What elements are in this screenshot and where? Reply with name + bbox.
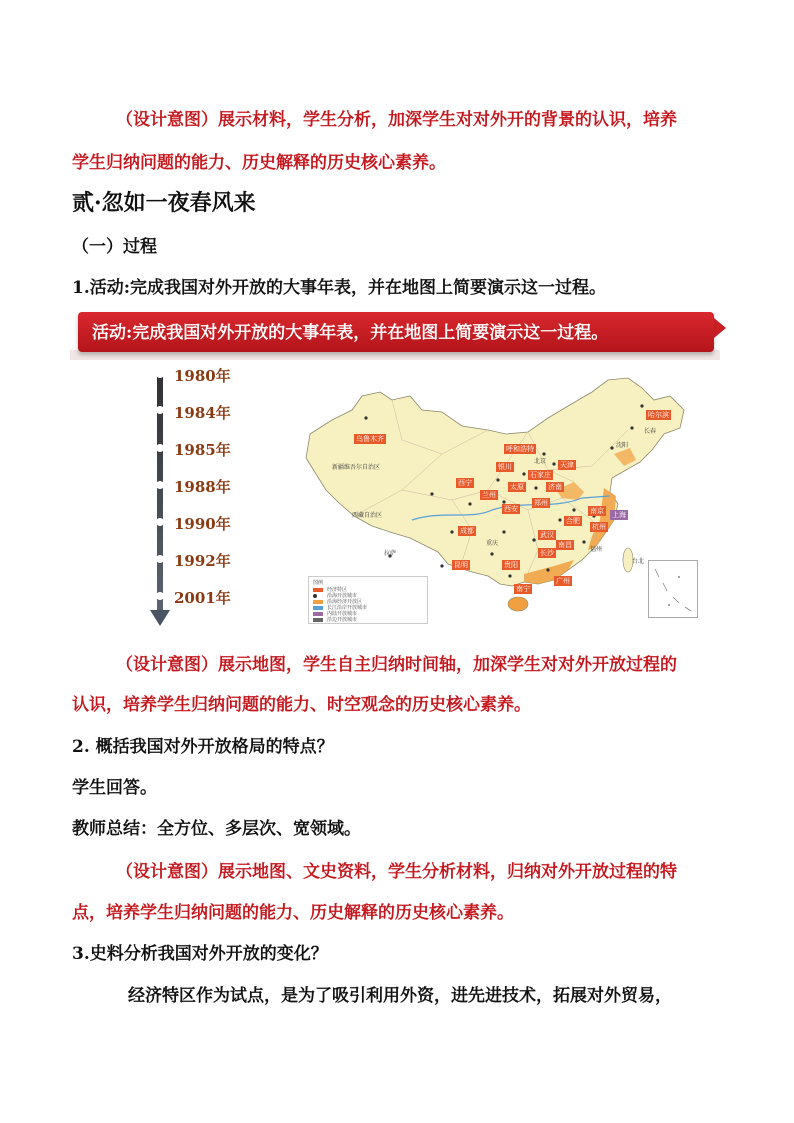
city-tag: 广州 <box>556 577 570 585</box>
legend-item: 内陆开放城市 <box>327 611 358 617</box>
timeline-dot <box>156 370 164 378</box>
province-label: 北京 <box>534 458 547 465</box>
section-title: 贰·忽如一夜春风来 <box>72 190 256 216</box>
province-label: 新疆维吾尔自治区 <box>332 464 381 471</box>
city-tag: 天津 <box>560 461 574 469</box>
city-tag: 济南 <box>548 483 562 491</box>
south-china-sea-inset <box>648 560 698 618</box>
design-intent-1-line1: （设计意图）展示材料，学生分析，加深学生对对外开的背景的认识，培养 <box>116 110 677 130</box>
city-tag: 上海 <box>612 511 626 519</box>
map-legend <box>308 576 428 624</box>
legend-swatch <box>313 606 323 610</box>
inset-svg <box>649 561 697 617</box>
city-tag: 长沙 <box>540 549 554 557</box>
legend-title: 图例 <box>313 580 324 586</box>
city-tag: 合肥 <box>566 517 580 525</box>
city-tag: 武汉 <box>540 531 554 539</box>
activity-question: 1.活动:完成我国对外开放的大事年表，并在地图上简要演示这一过程。 <box>72 278 607 298</box>
legend-item: 沿海经济开放区 <box>327 599 363 605</box>
timeline-dot <box>156 444 164 452</box>
design-intent-3-line1: （设计意图）展示地图、文史资料，学生分析材料，归纳对外开放过程的特 <box>116 862 677 882</box>
city-tag: 石家庄 <box>530 471 551 479</box>
legend-swatch <box>313 618 323 622</box>
timeline-dot <box>156 555 164 563</box>
province-label: 西藏自治区 <box>352 512 383 519</box>
city-tag: 呼和浩特 <box>506 445 534 453</box>
timeline-year: 1992年 <box>174 552 231 570</box>
design-intent-2-line1: （设计意图）展示地图，学生自主归纳时间轴，加深学生对对外开放过程的 <box>116 655 677 675</box>
timeline-year: 1988年 <box>174 478 231 496</box>
legend-item: 长江沿岸开放城市 <box>327 605 368 611</box>
subsection-title: （一）过程 <box>72 237 157 257</box>
province-label: 长春 <box>644 428 657 435</box>
design-intent-3-line2: 点，培养学生归纳问题的能力、历史解释的历史核心素养。 <box>72 903 514 923</box>
hainan-island <box>508 597 528 611</box>
city-tag: 西宁 <box>458 479 472 487</box>
design-intent-1-line2: 学生归纳问题的能力、历史解释的历史核心素养。 <box>72 153 446 173</box>
legend-swatch <box>313 600 323 604</box>
timeline-dot <box>156 406 164 414</box>
legend-swatch <box>313 612 323 616</box>
timeline-dot <box>156 518 164 526</box>
timeline-year: 1980年 <box>174 367 231 385</box>
province-label: 福州 <box>590 546 603 553</box>
city-tag: 太原 <box>510 483 524 491</box>
city-tag: 郑州 <box>534 499 548 507</box>
city-tag: 杭州 <box>592 523 606 531</box>
timeline-dot <box>156 481 164 489</box>
timeline-arrow-icon <box>150 610 170 626</box>
city-tag: 西安 <box>504 505 518 513</box>
student-answer: 学生回答。 <box>72 778 157 798</box>
timeline-year: 2001年 <box>174 589 231 607</box>
city-tag: 贵阳 <box>504 561 518 569</box>
province-label: 沈阳 <box>616 442 629 449</box>
legend-item: 沿海开放城市 <box>327 593 358 599</box>
city-tag: 成都 <box>460 527 474 535</box>
city-tag: 哈尔滨 <box>648 411 669 419</box>
design-intent-2-line2: 认识，培养学生归纳问题的能力、时空观念的历史核心素养。 <box>72 695 531 715</box>
city-tag: 昆明 <box>454 561 468 569</box>
teacher-summary: 教师总结：全方位、多层次、宽领域。 <box>72 819 361 839</box>
legend-item: 经济特区 <box>327 587 348 593</box>
city-tag: 南京 <box>590 507 604 515</box>
body-paragraph: 经济特区作为试点，是为了吸引利用外资，进先进技术，拓展对外贸易， <box>128 986 672 1006</box>
city-tag: 南宁 <box>516 585 530 593</box>
legend-swatch <box>313 594 317 598</box>
activity-banner <box>78 312 714 352</box>
timeline-year: 1985年 <box>174 441 231 459</box>
question-3: 3.史料分析我国对外开放的变化？ <box>72 944 328 964</box>
city-tag: 兰州 <box>482 491 496 499</box>
timeline-dot <box>156 592 164 600</box>
question-2: 2. 概括我国对外开放格局的特点？ <box>72 737 334 757</box>
timeline-year: 1990年 <box>174 515 231 533</box>
banner-text: 活动:完成我国对外开放的大事年表，并在地图上简要演示这一过程。 <box>92 323 609 343</box>
province-label: 台北 <box>632 558 645 565</box>
province-label: 拉萨 <box>384 550 397 557</box>
city-tag: 银川 <box>498 463 512 471</box>
china-opening-map <box>292 370 710 624</box>
province-label: 重庆 <box>486 540 499 547</box>
city-tag: 乌鲁木齐 <box>356 435 384 443</box>
legend-item: 沿边开放城市 <box>327 617 358 623</box>
timeline-year: 1984年 <box>174 404 231 422</box>
legend-swatch <box>313 588 323 592</box>
city-tag: 南昌 <box>558 541 572 549</box>
